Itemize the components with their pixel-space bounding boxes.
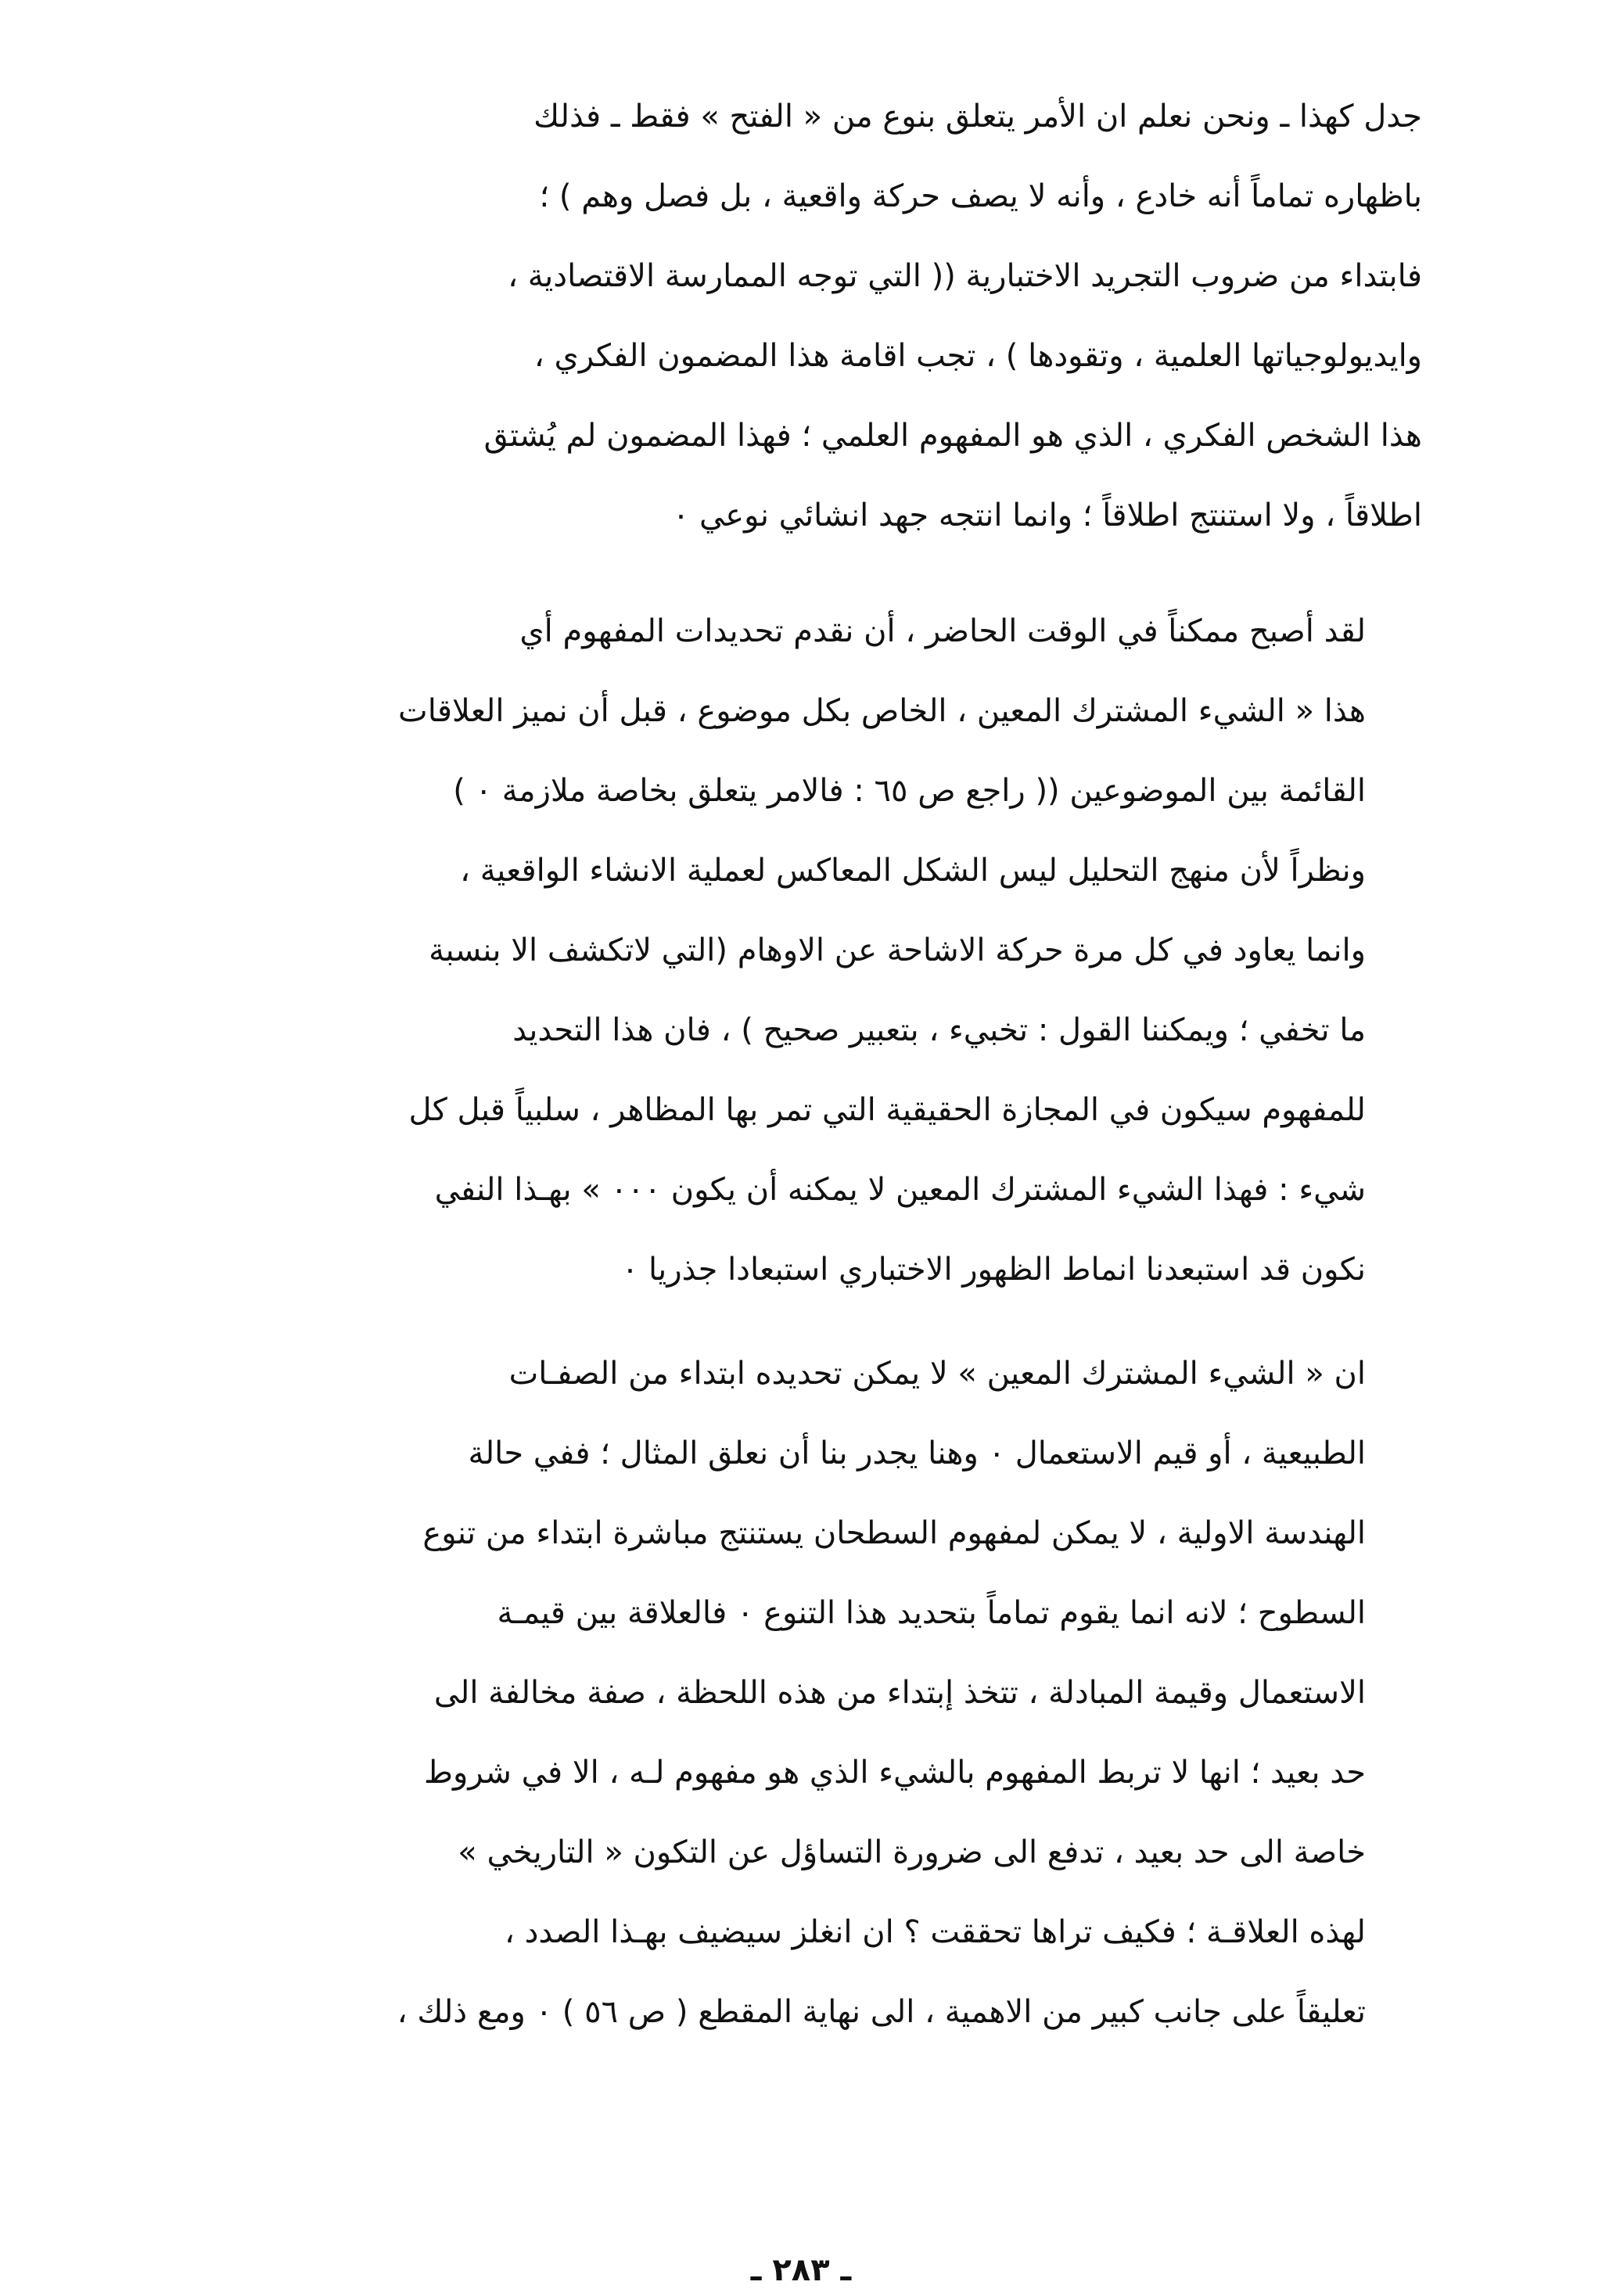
paragraph-1 xyxy=(171,77,1422,555)
paragraph-line: نكون قد استبعدنا انماط الظهور الاختباري استبعادا جذريا ٠ xyxy=(621,1252,1366,1288)
paragraph-line: لقد أصبح ممكناً في الوقت الحاضر ، أن نقدم تحديدات المفهوم أي xyxy=(519,613,1366,649)
paragraph-line: خاصة الى حد بعيد ، تدفع الى ضرورة التساؤل عن التكون « التاريخي » xyxy=(458,1834,1366,1870)
paragraph-line: باظهاره تماماً أنه خادع ، وأنه لا يصف حركة واقعية ، بل فصل وهم ) ؛ xyxy=(539,178,1422,214)
paragraph-line: فابتداء من ضروب التجريد الاختبارية (( التي توجه الممارسة الاقتصادية ، xyxy=(508,258,1422,294)
paragraph-2 xyxy=(171,591,1422,1310)
paragraph-line: القائمة بين الموضوعين (( راجع ص ٦٥ : فالامر يتعلق بخاصة ملازمة ٠ ) xyxy=(453,773,1366,809)
paragraph-line: الاستعمال وقيمة المبادلة ، تتخذ إبتداء من هذه اللحظة ، صفة مخالفة الى xyxy=(433,1675,1366,1711)
paragraph-line: تعليقاً على جانب كبير من الاهمية ، الى نهاية المقطع ( ص ٥٦ ) ٠ ومع ذلك ، xyxy=(397,1994,1366,2030)
paragraph-line: للمفهوم سيكون في المجازة الحقيقية التي تمر بها المظاهر ، سلبياً قبل كل xyxy=(408,1092,1366,1128)
paragraph-line: شيء : فهذا الشيء المشترك المعين لا يمكنه أن يكون ٠٠٠ » بهـذا النفي xyxy=(434,1172,1366,1208)
paragraph-line: ونظراً لأن منهج التحليل ليس الشكل المعاكس لعملية الانشاء الواقعية ، xyxy=(460,853,1366,889)
paragraph-line: السطوح ؛ لانه انما يقوم تماماً بتحديد هذا التنوع ٠ فالعلاقة بين قيمـة xyxy=(497,1595,1366,1631)
paragraph-line: جدل كهذا ـ ونحن نعلم ان الأمر يتعلق بنوع من « الفتح » فقط ـ فذلك xyxy=(533,99,1422,135)
paragraph-line: حد بعيد ؛ انها لا تربط المفهوم بالشيء الذي هو مفهوم لـه ، الا في شروط xyxy=(424,1755,1366,1791)
paragraph-line: وايديولوجياتها العلمية ، وتقودها ) ، تجب اقامة هذا المضمون الفكري ، xyxy=(533,338,1422,374)
paragraph-line: لهذه العلاقـة ؛ فكيف تراها تحققت ؟ ان انغلز سيضيف بهـذا الصدد ، xyxy=(504,1914,1366,1950)
paragraph-line: اطلاقاً ، ولا استنتج اطلاقاً ؛ وانما انتجه جهد انشائي نوعي ٠ xyxy=(672,498,1422,534)
paragraph-line: ان « الشيء المشترك المعين » لا يمكن تحديده ابتداء من الصفـات xyxy=(508,1356,1366,1392)
paragraph-line: الطبيعية ، أو قيم الاستعمال ٠ وهنا يجدر بنا أن نعلق المثال ؛ ففي حالة xyxy=(468,1435,1366,1471)
page-number: ـ ٢٨٣ ـ xyxy=(750,2252,852,2288)
paragraph-line: ما تخفي ؛ ويمكننا القول : تخبيء ، بتعبير صحيح ) ، فان هذا التحديد xyxy=(512,1012,1366,1048)
paragraph-line: الهندسة الاولية ، لا يمكن لمفهوم السطحان يستنتج مباشرة ابتداء من تنوع xyxy=(422,1515,1366,1551)
paragraph-line: هذا الشخص الفكري ، الذي هو المفهوم العلمي ؛ فهذا المضمون لم يُشتق xyxy=(483,418,1422,454)
paragraph-line: هذا « الشيء المشترك المعين ، الخاص بكل موضوع ، قبل أن نميز العلاقات xyxy=(398,693,1366,729)
paragraph-3 xyxy=(171,1334,1422,2052)
paragraph-line: وانما يعاود في كل مرة حركة الاشاحة عن الاوهام (التي لاتكشف الا بنسبة xyxy=(429,932,1366,968)
